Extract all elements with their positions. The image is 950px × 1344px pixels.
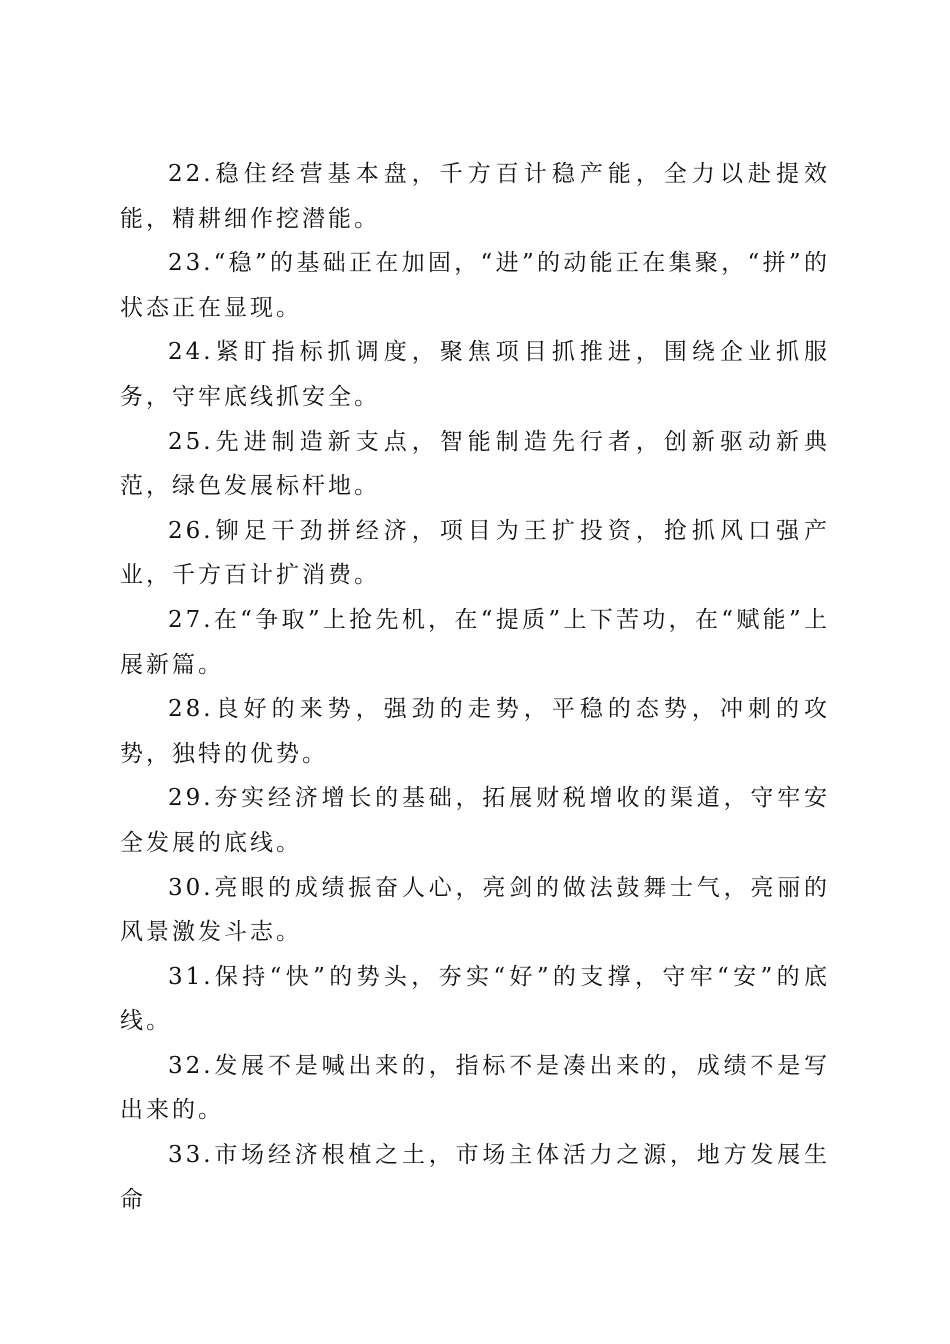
paragraph-27: 27.在“争取”上抢先机，在“提质”上下苦功，在“赋能”上展新篇。 — [120, 606, 830, 678]
paragraph-30: 30.亮眼的成绩振奋人心，亮剑的做法鼓舞士气，亮丽的风景激发斗志。 — [120, 874, 830, 946]
paragraph-23: 23.“稳”的基础正在加固，“进”的动能正在集聚，“拼”的状态正在显现。 — [120, 250, 830, 321]
paragraph-31: 31.保持“快”的势头，夯实“好”的支撑，守牢“安”的底线。 — [120, 963, 830, 1035]
paragraph-33: 33.市场经济根植之土，市场主体活力之源，地方发展生命 — [120, 1142, 830, 1213]
paragraph-26: 26.铆足干劲拼经济，项目为王扩投资，抢抓风口强产业，千方百计扩消费。 — [120, 517, 830, 589]
paragraph-28: 28.良好的来势，强劲的走势，平稳的态势，冲刺的攻势，独特的优势。 — [120, 696, 830, 767]
paragraph-29: 29.夯实经济增长的基础，拓展财税增收的渠道，守牢安全发展的底线。 — [120, 785, 830, 856]
paragraph-25: 25.先进制造新支点，智能制造先行者，创新驱动新典范，绿色发展标杆地。 — [120, 428, 830, 500]
paragraph-32: 32.发展不是喊出来的，指标不是凑出来的，成绩不是写出来的。 — [120, 1052, 830, 1124]
paragraph-24: 24.紧盯指标抓调度，聚焦项目抓推进，围绕企业抓服务，守牢底线抓安全。 — [120, 339, 830, 410]
document-body — [120, 152, 830, 1222]
paragraph-22: 22.稳住经营基本盘，千方百计稳产能，全力以赴提效能，精耕细作挖潜能。 — [120, 161, 830, 232]
